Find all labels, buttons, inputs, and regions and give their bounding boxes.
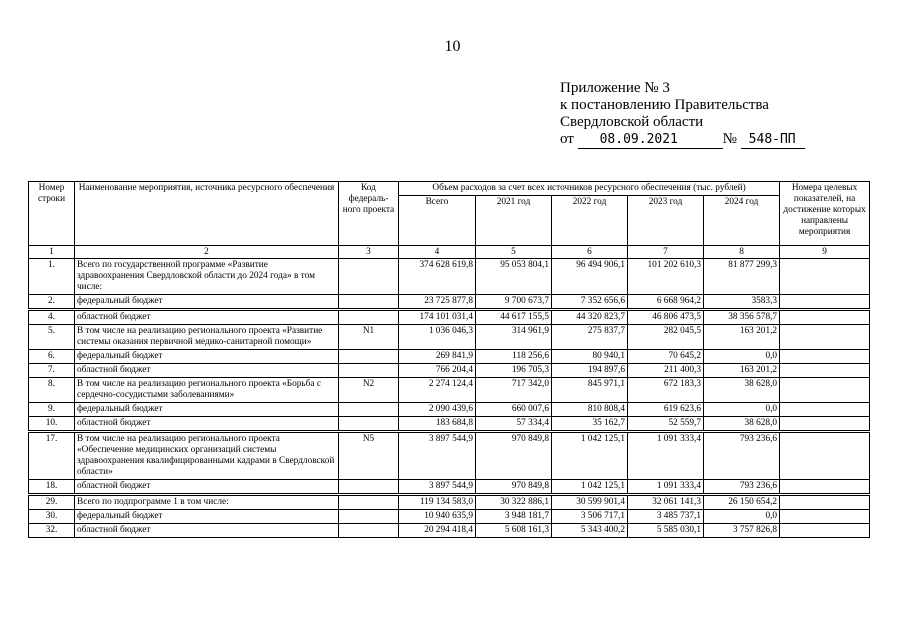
header-name: Наименование мероприятия, источника ресурсного обеспечения [75,182,339,246]
table-body [29,259,870,538]
y2023-cell: 32 061 141,3 [628,495,704,510]
y2021-cell: 970 849,8 [476,432,552,480]
table-row [29,295,870,310]
y2021-cell: 970 849,8 [476,480,552,495]
y2021-cell: 9 700 673,7 [476,295,552,310]
table-row [29,350,870,364]
fed-code-cell [339,259,399,295]
row-number-cell: 6. [29,350,75,364]
targets-cell [780,350,870,364]
column-index-cell: 8 [704,246,780,259]
fed-code-cell [339,350,399,364]
header-targets: Номера целевых показателей, на достижение которых направлены мероприятия [780,182,870,246]
row-number-cell: 4. [29,310,75,325]
y2023-cell: 619 623,6 [628,403,704,417]
targets-cell [780,325,870,350]
row-number-cell: 29. [29,495,75,510]
row-number-cell: 32. [29,524,75,538]
y2022-cell: 30 599 901,4 [552,495,628,510]
y2022-cell: 5 343 400,2 [552,524,628,538]
y2023-cell: 1 091 333,4 [628,480,704,495]
y2024-cell: 0,0 [704,403,780,417]
fed-code-cell: N5 [339,432,399,480]
y2021-cell: 95 053 804,1 [476,259,552,295]
targets-cell [780,364,870,378]
targets-cell [780,403,870,417]
column-index-cell: 9 [780,246,870,259]
table-row [29,364,870,378]
fed-code-cell [339,417,399,432]
fed-code-cell [339,295,399,310]
table-row [29,417,870,432]
y2021-cell: 5 608 161,3 [476,524,552,538]
y2021-cell: 30 322 886,1 [476,495,552,510]
decree-date: 08.09.2021 [578,131,723,149]
fed-code-cell [339,403,399,417]
y2024-cell: 38 628,0 [704,417,780,432]
column-index-cell: 6 [552,246,628,259]
row-number-cell: 9. [29,403,75,417]
row-name-cell: федеральный бюджет [75,403,339,417]
targets-cell [780,417,870,432]
y2022-cell: 194 897,6 [552,364,628,378]
total-cell: 20 294 418,4 [399,524,476,538]
targets-cell [780,524,870,538]
total-cell: 2 274 124,4 [399,378,476,403]
total-cell: 174 101 031,4 [399,310,476,325]
total-cell: 10 940 635,9 [399,510,476,524]
y2024-cell: 26 150 654,2 [704,495,780,510]
y2022-cell: 7 352 656,6 [552,295,628,310]
y2023-cell: 672 183,3 [628,378,704,403]
table-row [29,403,870,417]
row-name-cell: Всего по государственной программе «Развитие здравоохранения Свердловской области до 2024 года» в том числе: [75,259,339,295]
y2024-cell: 793 236,6 [704,432,780,480]
y2024-cell: 38 628,0 [704,378,780,403]
y2023-cell: 101 202 610,3 [628,259,704,295]
column-index-cell: 5 [476,246,552,259]
table-row [29,524,870,538]
targets-cell [780,432,870,480]
y2023-cell: 70 645,2 [628,350,704,364]
row-name-cell: В том числе на реализацию регионального проекта «Борьба с сердечно-сосудистыми заболеваниями» [75,378,339,403]
y2022-cell: 96 494 906,1 [552,259,628,295]
y2023-cell: 211 400,3 [628,364,704,378]
y2024-cell: 163 201,2 [704,364,780,378]
row-name-cell: федеральный бюджет [75,510,339,524]
appendix-date-line [560,131,805,149]
table-header [29,182,870,259]
y2024-cell: 163 201,2 [704,325,780,350]
header-2024: 2024 год [704,196,780,246]
total-cell: 119 134 583,0 [399,495,476,510]
row-name-cell: областной бюджет [75,364,339,378]
row-name-cell: областной бюджет [75,524,339,538]
header-2023: 2023 год [628,196,704,246]
y2024-cell: 0,0 [704,350,780,364]
column-index-cell: 3 [339,246,399,259]
table-row [29,480,870,495]
fed-code-cell [339,524,399,538]
from-label: от [560,131,574,147]
y2023-cell: 52 559,7 [628,417,704,432]
header-total: Всего [399,196,476,246]
y2024-cell: 38 356 578,7 [704,310,780,325]
row-number-cell: 2. [29,295,75,310]
y2022-cell: 275 837,7 [552,325,628,350]
column-index-cell: 4 [399,246,476,259]
header-2021: 2021 год [476,196,552,246]
number-label: № [722,131,737,147]
row-number-cell: 17. [29,432,75,480]
row-name-cell: В том числе на реализацию регионального проекта «Обеспечение медицинских организаций системы здравоохранения квалифицированными кадрами в Свердловской области» [75,432,339,480]
y2021-cell: 57 334,4 [476,417,552,432]
table-row [29,310,870,325]
y2021-cell: 44 617 155,5 [476,310,552,325]
y2021-cell: 196 705,3 [476,364,552,378]
appendix-header [560,80,805,149]
table-row [29,259,870,295]
total-cell: 374 628 619,8 [399,259,476,295]
total-cell: 766 204,4 [399,364,476,378]
row-number-cell: 10. [29,417,75,432]
y2023-cell: 6 668 964,2 [628,295,704,310]
table-row [29,495,870,510]
y2021-cell: 314 961,9 [476,325,552,350]
targets-cell [780,310,870,325]
column-index-cell: 1 [29,246,75,259]
y2024-cell: 793 236,6 [704,480,780,495]
page-number: 10 [444,38,461,55]
table-row [29,325,870,350]
row-name-cell: Всего по подпрограмме 1 в том числе: [75,495,339,510]
table-row [29,378,870,403]
total-cell: 3 897 544,9 [399,480,476,495]
total-cell: 3 897 544,9 [399,432,476,480]
y2022-cell: 35 162,7 [552,417,628,432]
fed-code-cell [339,364,399,378]
appendix-region: Свердловской области [560,114,704,130]
y2021-cell: 660 007,6 [476,403,552,417]
y2022-cell: 80 940,1 [552,350,628,364]
row-name-cell: федеральный бюджет [75,350,339,364]
row-name-cell: областной бюджет [75,480,339,495]
y2024-cell: 3583,3 [704,295,780,310]
decree-number: 548-ПП [741,131,805,149]
y2024-cell: 0,0 [704,510,780,524]
appendix-title: Приложение № 3 [560,80,670,96]
row-name-cell: федеральный бюджет [75,295,339,310]
y2024-cell: 3 757 826,8 [704,524,780,538]
y2023-cell: 46 806 473,5 [628,310,704,325]
fed-code-cell [339,495,399,510]
row-number-cell: 18. [29,480,75,495]
fed-code-cell: N1 [339,325,399,350]
y2022-cell: 845 971,1 [552,378,628,403]
row-number-cell: 30. [29,510,75,524]
total-cell: 23 725 877,8 [399,295,476,310]
header-2022: 2022 год [552,196,628,246]
row-name-cell: областной бюджет [75,417,339,432]
y2022-cell: 44 320 823,7 [552,310,628,325]
total-cell: 2 090 439,6 [399,403,476,417]
table-row [29,510,870,524]
row-number-cell: 1. [29,259,75,295]
total-cell: 269 841,9 [399,350,476,364]
row-number-cell: 5. [29,325,75,350]
targets-cell [780,480,870,495]
y2021-cell: 717 342,0 [476,378,552,403]
row-name-cell: В том числе на реализацию регионального проекта «Развитие системы оказания первичной медико-санитарной помощи» [75,325,339,350]
row-number-cell: 7. [29,364,75,378]
fed-code-cell [339,480,399,495]
total-cell: 183 684,8 [399,417,476,432]
targets-cell [780,259,870,295]
targets-cell [780,295,870,310]
column-index-cell: 2 [75,246,339,259]
budget-table [28,181,870,538]
y2021-cell: 118 256,6 [476,350,552,364]
y2023-cell: 3 485 737,1 [628,510,704,524]
targets-cell [780,378,870,403]
fed-code-cell [339,310,399,325]
column-index-row [29,246,870,259]
y2023-cell: 5 585 030,1 [628,524,704,538]
y2023-cell: 282 045,5 [628,325,704,350]
fed-code-cell: N2 [339,378,399,403]
header-row-number: Номер строки [29,182,75,246]
header-fed-code: Код федераль-ного проекта [339,182,399,246]
y2022-cell: 3 506 717,1 [552,510,628,524]
appendix-subtitle: к постановлению Правительства [560,97,769,113]
y2022-cell: 810 808,4 [552,403,628,417]
header-volume: Объем расходов за счет всех источников ресурсного обеспечения (тыс. рублей) [399,182,780,196]
targets-cell [780,510,870,524]
total-cell: 1 036 046,3 [399,325,476,350]
y2024-cell: 81 877 299,3 [704,259,780,295]
table-row [29,432,870,480]
fed-code-cell [339,510,399,524]
y2021-cell: 3 948 181,7 [476,510,552,524]
y2022-cell: 1 042 125,1 [552,480,628,495]
targets-cell [780,495,870,510]
row-number-cell: 8. [29,378,75,403]
y2023-cell: 1 091 333,4 [628,432,704,480]
row-name-cell: областной бюджет [75,310,339,325]
column-index-cell: 7 [628,246,704,259]
y2022-cell: 1 042 125,1 [552,432,628,480]
